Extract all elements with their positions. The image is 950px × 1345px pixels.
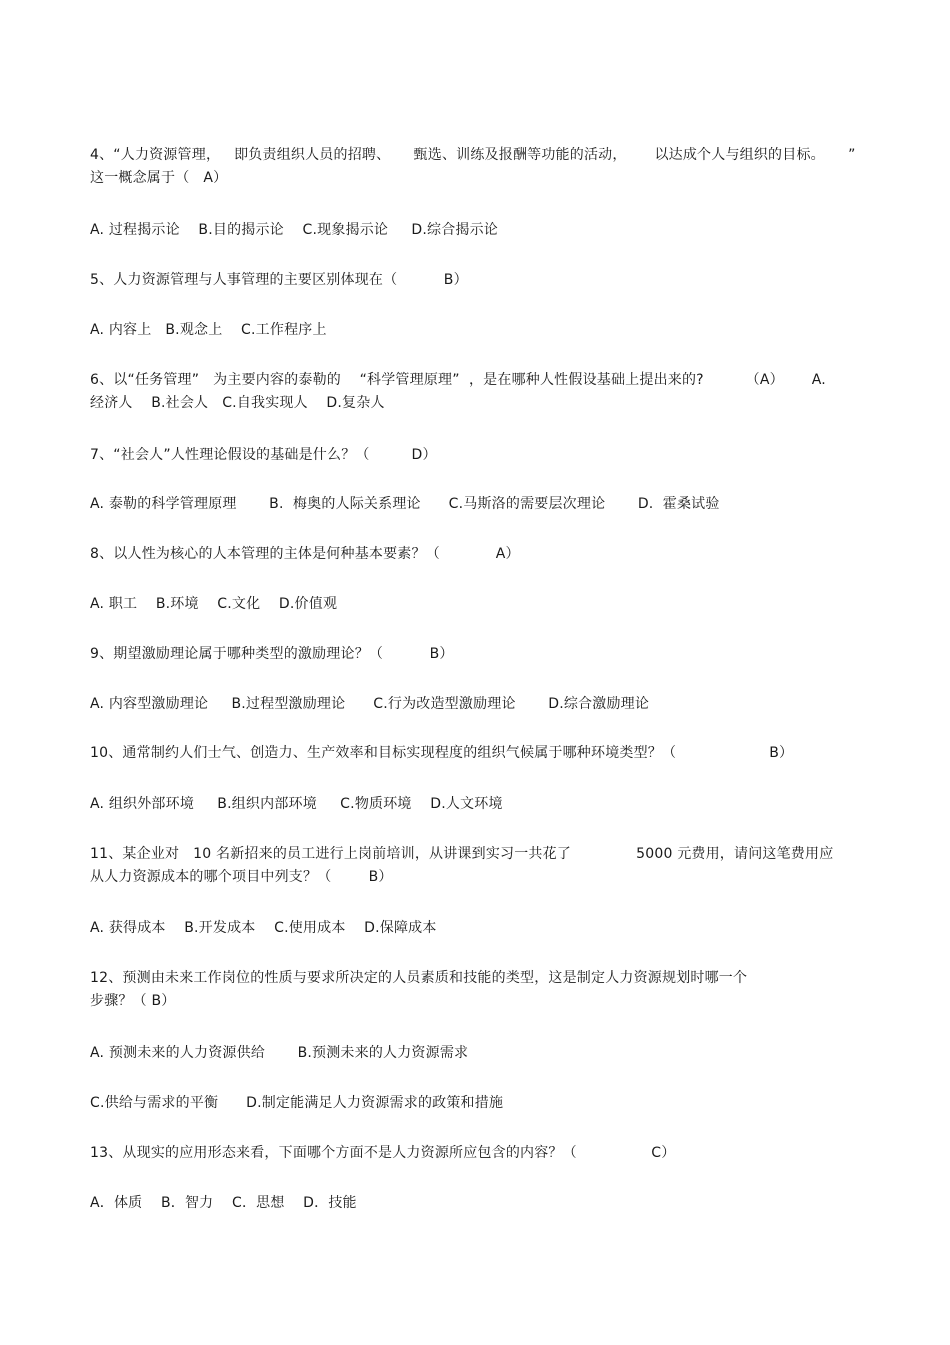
q10-stem: 10、通常制约人们士气、创造力、生产效率和目标实现程度的组织气候属于哪种环境类型？（ B） [90,745,794,761]
q5-options: A. 内容上 B.观念上 C.工作程序上 [90,322,327,338]
q7-options: A. 泰勒的科学管理原理 B. 梅奥的人际关系理论 C.马斯洛的需要层次理论 D. 霍桑试验 [90,496,720,512]
q4-options: A. 过程揭示论 B.目的揭示论 C.现象揭示论 D.综合揭示论 [90,222,498,238]
q6-stem-line2: 经济人 B.社会人 C.自我实现人 D.复杂人 [90,395,385,411]
q13-stem: 13、从现实的应用形态来看，下面哪个方面不是人力资源所应包含的内容？（ C） [90,1145,676,1161]
q11-stem-line2: 从人力资源成本的哪个项目中列支？（ B） [90,869,393,885]
q11-options: A. 获得成本 B.开发成本 C.使用成本 D.保障成本 [90,920,437,936]
q12-options-line2: C.供给与需求的平衡 D.制定能满足人力资源需求的政策和措施 [90,1095,504,1111]
q7-stem: 7、“社会人”人性理论假设的基础是什么？（ D） [90,447,437,463]
q6-stem-line1: 6、以“任务管理” 为主要内容的泰勒的 “科学管理原理” ，是在哪种人性假设基础上提出来的? （A） A. [90,372,826,388]
q9-stem: 9、期望激励理论属于哪种类型的激励理论？（ B） [90,646,454,662]
q12-stem-line1: 12、预测由未来工作岗位的性质与要求所决定的人员素质和技能的类型，这是制定人力资源规划时哪一个 [90,970,748,986]
q9-options: A. 内容型激励理论 B.过程型激励理论 C.行为改造型激励理论 D.综合激励理论 [90,696,650,712]
q4-stem-line1: 4、“人力资源管理， 即负责组织人员的招聘、 甄选、训练及报酬等功能的活动， 以达成个人与组织的目标。 ” [90,147,856,163]
q11-stem-line1: 11、某企业对 10 名新招来的员工进行上岗前培训，从讲课到实习一共花了 5000 元费用，请问这笔费用应 [90,846,834,862]
q12-stem-line2: 步骤？（ B） [90,993,176,1009]
q10-options: A. 组织外部环境 B.组织内部环境 C.物质环境 D.人文环境 [90,796,503,812]
q4-stem-line2: 这一概念属于（ A） [90,170,228,186]
q5-stem: 5、人力资源管理与人事管理的主要区别体现在（ B） [90,272,468,288]
q8-options: A. 职工 B.环境 C.文化 D.价值观 [90,596,338,612]
q12-options-line1: A. 预测未来的人力资源供给 B.预测未来的人力资源需求 [90,1045,469,1061]
q13-options: A．体质 B．智力 C．思想 D．技能 [90,1195,357,1211]
q8-stem: 8、以人性为核心的人本管理的主体是何种基本要素？（ A） [90,546,520,562]
